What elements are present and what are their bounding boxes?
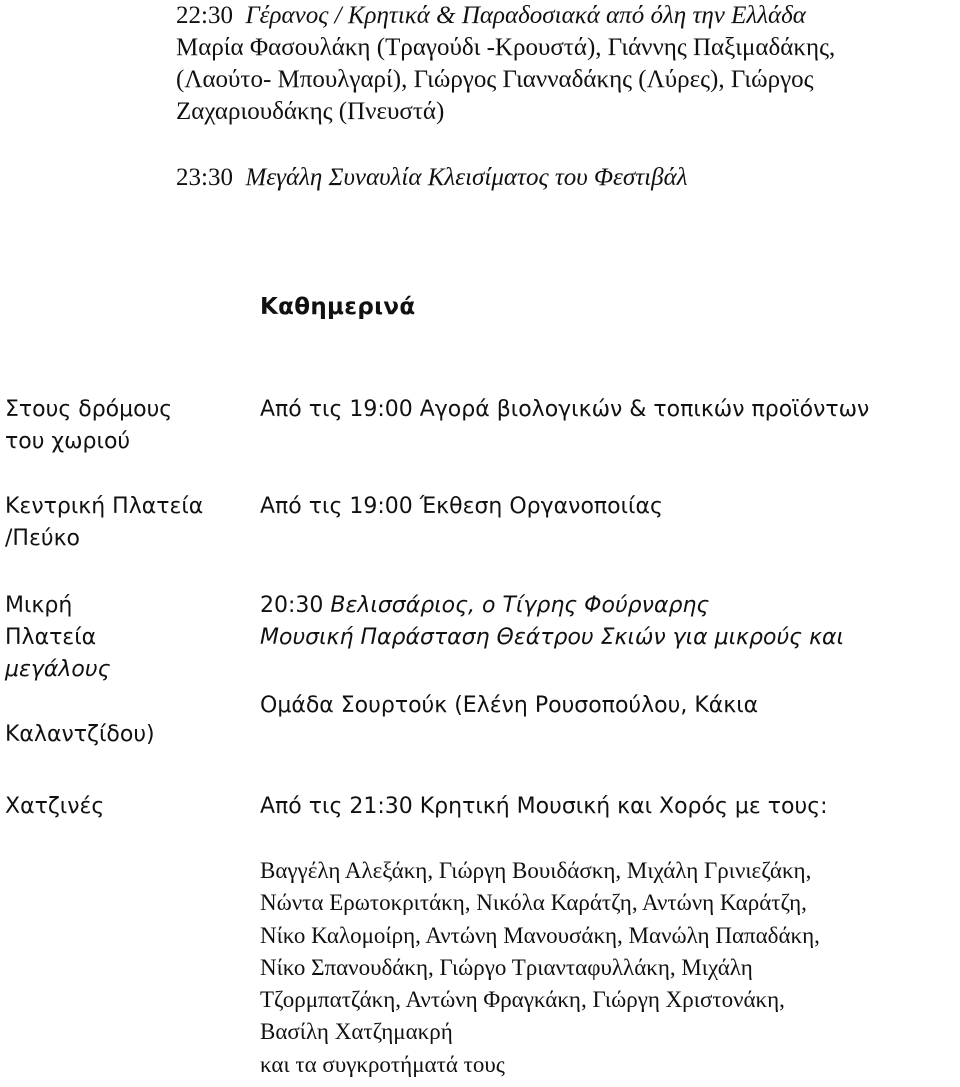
event-title-line bbox=[260, 590, 844, 622]
program-entry-2230 bbox=[176, 0, 835, 128]
location-line: Κεντρική Πλατεία bbox=[5, 494, 204, 519]
musicians-line: Νίκο Καλομοίρη, Αντώνη Μανουσάκη, Μανώλη Παπαδάκη, bbox=[260, 922, 820, 948]
musicians-line: Βασίλη Χατζημακρή bbox=[260, 1019, 453, 1045]
entry-title: Γέρανος / Κρητικά & Παραδοσιακά από όλη την Ελλάδα bbox=[245, 2, 806, 29]
location-line-italic: μεγάλους bbox=[5, 657, 111, 682]
musicians-line: Νίκο Σπανουδάκη, Γιώργο Τριανταφυλλάκη, Μιχάλη bbox=[260, 954, 753, 980]
location-line: Μικρή bbox=[5, 593, 73, 618]
musicians-line: Τζορμπατζάκη, Αντώνη Φραγκάκη, Γιώργη Χριστονάκη, bbox=[260, 987, 785, 1013]
performers-line: (Λαούτο- Μπουλγαρί), Γιώργος Γιανναδάκης (Λύρες), Γιώργος bbox=[176, 66, 814, 93]
location-chatzines: Χατζινές bbox=[5, 794, 105, 819]
location-line: Στους δρόμους bbox=[5, 397, 173, 422]
event-organic-market: Από τις 19:00 Αγορά βιολογικών & τοπικών προϊόντων bbox=[260, 397, 870, 422]
section-heading-daily: Καθημερινά bbox=[260, 294, 416, 320]
event-cretan-music: Από τις 21:30 Κρητική Μουσική και Χορός με τους: bbox=[260, 794, 828, 819]
location-central-square bbox=[5, 491, 203, 555]
performers-line: Μαρία Φασουλάκη (Τραγούδι -Κρουστά), Γιάννης Παξιμαδάκης, bbox=[176, 34, 836, 61]
musicians-line: Νώντα Ερωτοκριτάκη, Νικόλα Καράτζη, Αντώνη Καράτζη, bbox=[260, 890, 807, 916]
musicians-line: Βαγγέλη Αλεξάκη, Γιώργη Βουιδάσκη, Μιχάλη Γρινιεζάκη, bbox=[260, 858, 812, 883]
event-troupe: Ομάδα Σουρτούκ (Ελένη Ρουσοπούλου, Κάκια bbox=[260, 693, 759, 718]
musicians-line: και τα συγκροτήματά τους bbox=[260, 1051, 505, 1077]
location-kalantzidou: Καλαντζίδου) bbox=[5, 722, 155, 747]
event-instrument-exhibition: Από τις 19:00 Έκθεση Οργανοποιίας bbox=[260, 494, 663, 519]
location-small-square bbox=[5, 590, 111, 686]
event-title: Βελισσάριος, ο Τίγρης Φούρναρης bbox=[330, 593, 710, 618]
event-time: 20:30 bbox=[260, 593, 324, 618]
entry-time: 22:30 bbox=[176, 2, 233, 29]
location-line: του χωριού bbox=[5, 429, 131, 454]
program-entry-title-line bbox=[176, 162, 688, 194]
location-line: /Πεύκο bbox=[5, 526, 81, 551]
event-subtitle: Μουσική Παράσταση Θεάτρου Σκιών για μικρούς και bbox=[260, 625, 844, 650]
entry-title: Μεγάλη Συναυλία Κλεισίματος του Φεστιβάλ bbox=[245, 164, 688, 191]
program-entry-title-line bbox=[176, 0, 835, 32]
location-line: Πλατεία bbox=[5, 625, 97, 650]
performers-line: Ζαχαριουδάκης (Πνευστά) bbox=[176, 98, 445, 125]
musicians-list bbox=[260, 855, 820, 1081]
entry-time: 23:30 bbox=[176, 164, 233, 191]
event-shadow-theatre bbox=[260, 590, 844, 654]
program-entry-2330 bbox=[176, 162, 688, 194]
location-streets bbox=[5, 394, 172, 458]
